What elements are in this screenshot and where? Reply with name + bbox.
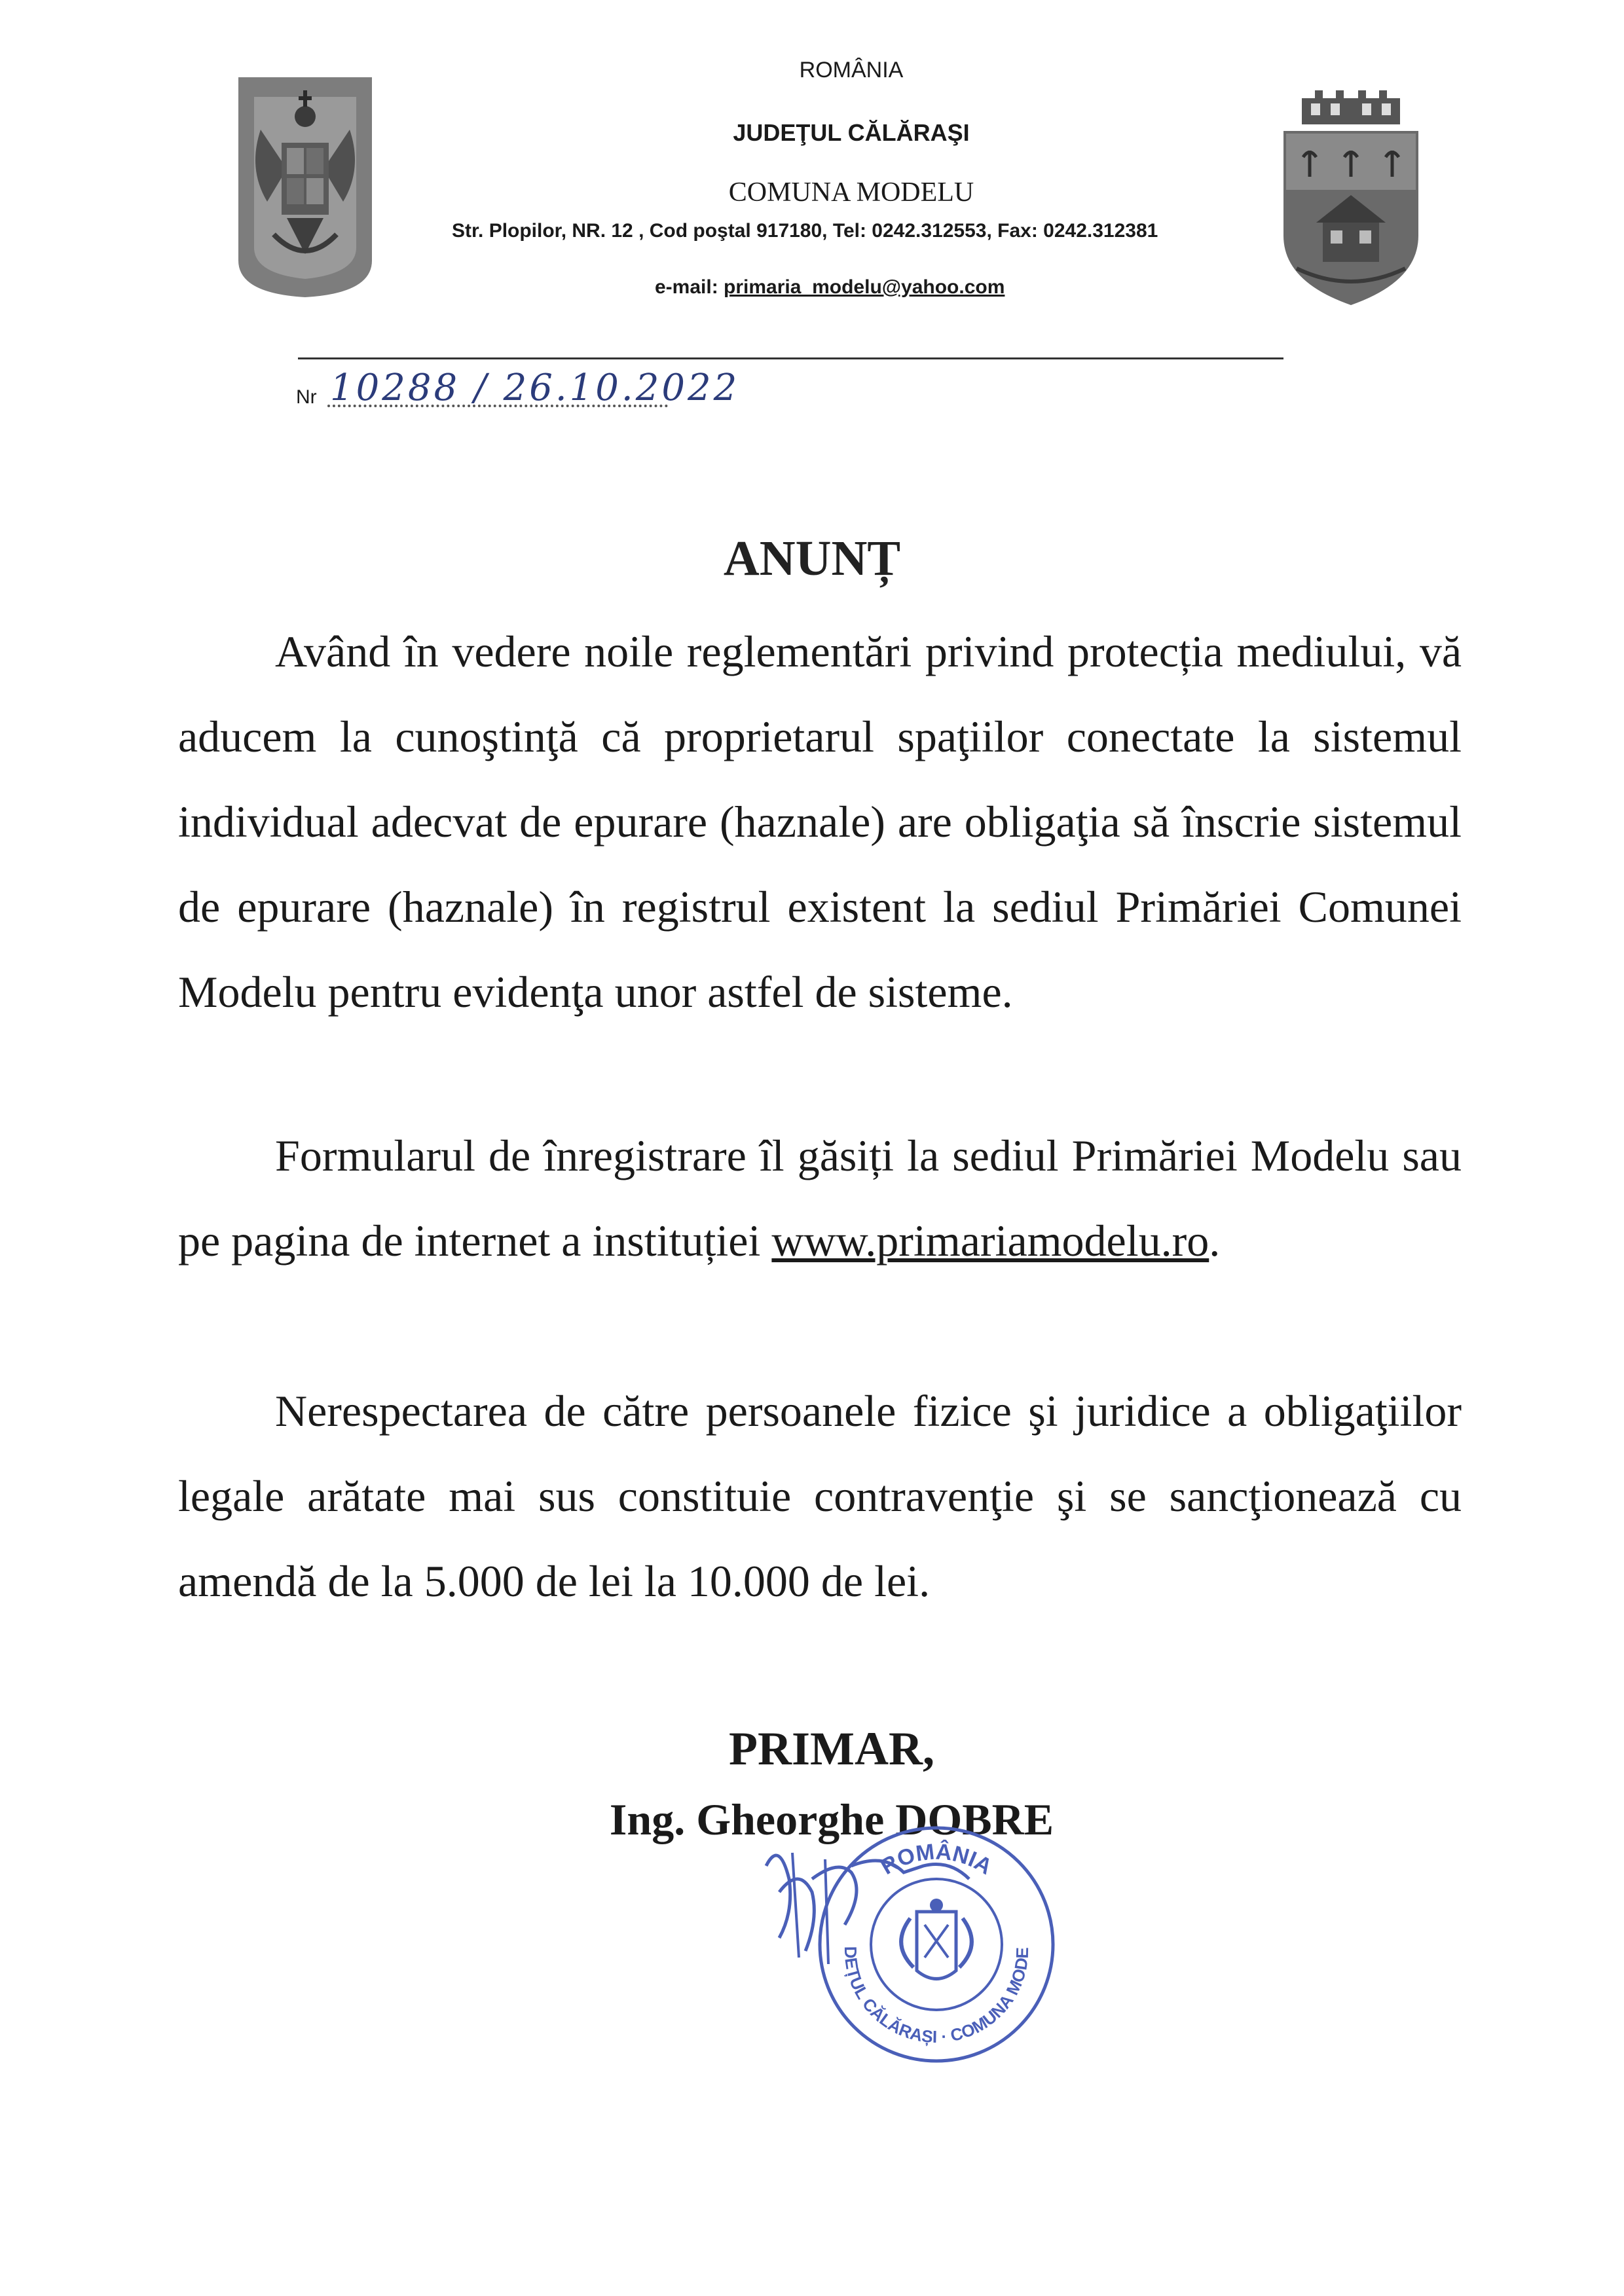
paragraph-3-text: Nerespectarea de către persoanele fizice şi juridice a obligaţiilor legale arătate mai sus constituie contravenţie şi se sancţionează cu amendă de la 5.000 de lei la 10.000 de lei. [178,1386,1462,1606]
header-address: Str. Plopilor, NR. 12 , Cod poştal 917180, Tel: 0242.312553, Fax: 0242.312381 [452,220,1158,242]
paragraph-3 [178,1368,1462,1624]
signature-title: PRIMAR, [729,1722,934,1775]
website-link[interactable]: www.primariamodelu.ro [771,1216,1209,1266]
header-county: JUDEŢUL CĂLĂRAŞI [733,119,970,146]
stamp-eagle-icon [901,1899,972,1979]
svg-text:ROMÂNIA [876,1839,996,1880]
signature-name: Ing. Gheorghe DOBRE [609,1795,1054,1844]
header-divider [298,357,1283,359]
registration-label: Nr [296,386,317,408]
stamp-bottom-text: DEȚUL CĂLĂRAȘI · COMUNA MODE [840,1946,1033,2047]
header-country: ROMÂNIA [799,58,904,82]
paragraph-2-text: Formularul de înregistrare îl găsiți la sediul Primăriei Modelu sau pe pagina de internet a instituției [178,1131,1462,1266]
romania-coat-of-arms-icon [234,71,376,300]
paragraph-2 [178,1113,1462,1283]
modelu-coat-of-arms-icon [1277,85,1425,308]
header-commune: COMUNA MODELU [728,177,974,208]
document-title: ANUNȚ [723,531,901,586]
header-email-line [655,276,1005,299]
header-email-link[interactable]: primaria_modelu@yahoo.com [724,276,1005,298]
official-stamp [812,1820,1061,2069]
registration-handwritten: 10288 / 26.10.2022 [330,367,740,409]
header-email-label: e-mail: [655,276,724,298]
stamp-top-text: ROMÂNIA [876,1839,997,1880]
paragraph-2-end: . [1209,1216,1221,1266]
paragraph-1-text: Având în vedere noile reglementări privind protecția mediului, vă aducem la cunoştinţă că proprietarul spaţiilor conectate la sistemul individual adecvat de epurare (haznale) are obligaţia să înscrie sistemul de epurare (haznale) în registrul existent la sediul Primăriei Comunei Modelu pentru evidenţa unor astfel de sisteme. [178,627,1462,1017]
paragraph-1 [178,609,1462,1034]
